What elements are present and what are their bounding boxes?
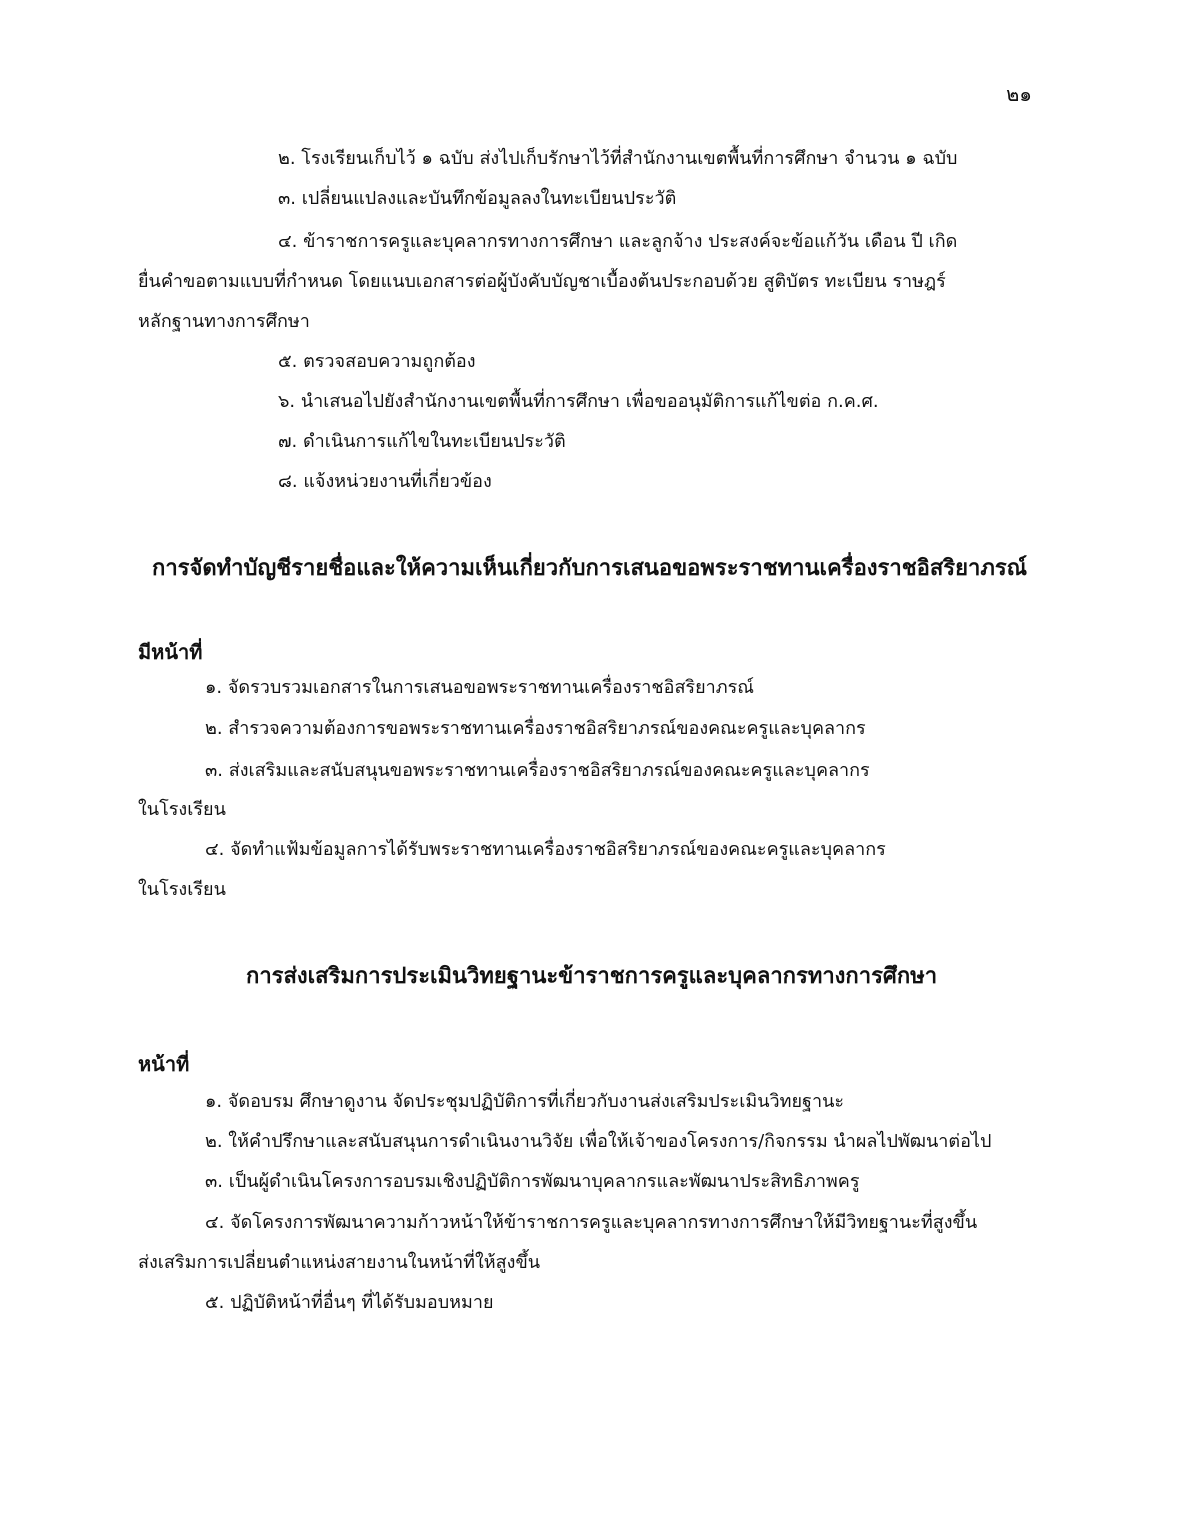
list-item: ๑. จัดรวบรวมเอกสารในการเสนอขอพระราชทานเครื่องราชอิสริยาภรณ์ [205, 677, 754, 698]
list-item: ๕. ปฏิบัติหน้าที่อื่นๆ ที่ได้รับมอบหมาย [205, 1292, 494, 1313]
list-item: ๔. จัดโครงการพัฒนาความก้าวหน้าให้ข้าราชการครูและบุคลากรทางการศึกษาให้มีวิทยฐานะที่สูงขึ้น [205, 1212, 978, 1233]
section-heading: การจัดทำบัญชีรายชื่อและให้ความเห็นเกี่ยวกับการเสนอขอพระราชทานเครื่องราชอิสริยาภรณ์ [152, 556, 1028, 581]
list-item: ๘. แจ้งหน่วยงานที่เกี่ยวข้อง [278, 471, 492, 492]
list-item-continuation: หลักฐานทางการศึกษา [138, 311, 310, 332]
section-heading: การส่งเสริมการประเมินวิทยฐานะข้าราชการครูและบุคลากรทางการศึกษา [246, 964, 938, 989]
list-item-continuation: ส่งเสริมการเปลี่ยนตำแหน่งสายงานในหน้าที่ให้สูงขึ้น [138, 1252, 541, 1273]
list-item-continuation: ยื่นคำขอตามแบบที่กำหนด โดยแนบเอกสารต่อผู้บังคับบัญชาเบื้องต้นประกอบด้วย สูติบัตร ทะเบียน ราษฎร์ [138, 271, 946, 292]
list-item: ๓. เปลี่ยนแปลงและบันทึกข้อมูลลงในทะเบียนประวัติ [278, 188, 677, 209]
list-item: ๒. ให้คำปรึกษาและสนับสนุนการดำเนินงานวิจัย เพื่อให้เจ้าของโครงการ/กิจกรรม นำผลไปพัฒนาต่อไป [205, 1131, 992, 1152]
list-item: ๓. ส่งเสริมและสนับสนุนขอพระราชทานเครื่องราชอิสริยาภรณ์ของคณะครูและบุคลากร [205, 760, 870, 781]
list-item: ๒. สำรวจความต้องการขอพระราชทานเครื่องราชอิสริยาภรณ์ของคณะครูและบุคลากร [205, 718, 866, 739]
list-item: ๑. จัดอบรม ศึกษาดูงาน จัดประชุมปฏิบัติการที่เกี่ยวกับงานส่งเสริมประเมินวิทยฐานะ [205, 1091, 845, 1112]
list-item: ๒. โรงเรียนเก็บไว้ ๑ ฉบับ ส่งไปเก็บรักษาไว้ที่สำนักงานเขตพื้นที่การศึกษา จำนวน ๑ ฉบับ [278, 148, 958, 169]
page-number: ๒๑ [1006, 82, 1032, 106]
list-item: ๖. นำเสนอไปยังสำนักงานเขตพื้นที่การศึกษา เพื่อขออนุมัติการแก้ไขต่อ ก.ค.ศ. [278, 391, 879, 412]
section-subheading: หน้าที่ [138, 1052, 190, 1076]
list-item: ๕. ตรวจสอบความถูกต้อง [278, 351, 476, 372]
list-item-continuation: ในโรงเรียน [138, 879, 226, 900]
list-item: ๔. ข้าราชการครูและบุคลากรทางการศึกษา และลูกจ้าง ประสงค์จะข้อแก้วัน เดือน ปี เกิด [278, 231, 958, 252]
list-item: ๔. จัดทำแฟ้มข้อมูลการได้รับพระราชทานเครื่องราชอิสริยาภรณ์ของคณะครูและบุคลากร [205, 839, 886, 860]
list-item: ๓. เป็นผู้ดำเนินโครงการอบรมเชิงปฏิบัติการพัฒนาบุคลากรและพัฒนาประสิทธิภาพครู [205, 1171, 860, 1192]
list-item: ๗. ดำเนินการแก้ไขในทะเบียนประวัติ [278, 431, 566, 452]
section-subheading: มีหน้าที่ [138, 640, 203, 664]
list-item-continuation: ในโรงเรียน [138, 799, 226, 820]
